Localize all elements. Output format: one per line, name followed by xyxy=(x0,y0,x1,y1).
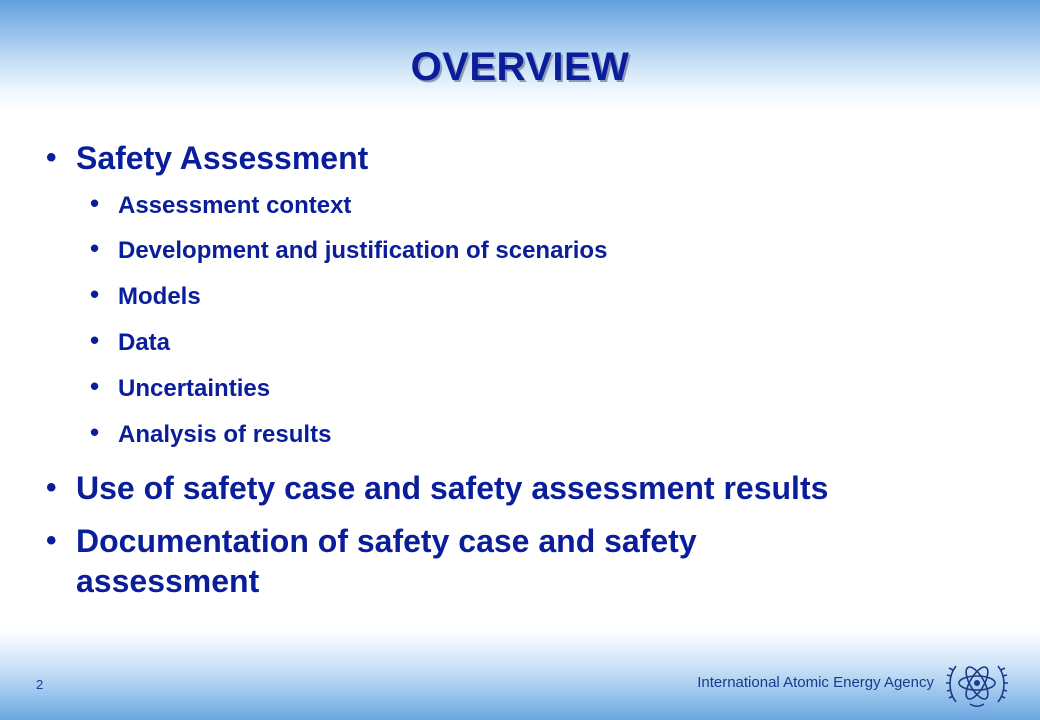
sub-bullet-text: Uncertainties xyxy=(118,375,271,402)
sub-bullet-dot-icon: • xyxy=(90,325,100,355)
sub-bullet-item xyxy=(88,279,968,312)
sub-bullet-text: Data xyxy=(118,329,171,356)
bullet-text: Use of safety case and safety assessment results xyxy=(76,470,829,506)
page-number: 2 xyxy=(36,677,44,692)
sub-bullet-item xyxy=(88,188,968,221)
sub-bullet-text: Development and justification of scenarios xyxy=(118,237,608,264)
sub-bullet-item xyxy=(88,233,968,266)
sub-bullet-dot-icon: • xyxy=(90,279,100,309)
bullet-item xyxy=(44,138,984,178)
bullet-item xyxy=(44,521,844,601)
agency-name: International Atomic Energy Agency xyxy=(697,674,934,691)
sub-bullet-dot-icon: • xyxy=(90,188,100,218)
bullet-text: Safety Assessment xyxy=(76,140,369,176)
sub-bullet-text: Assessment context xyxy=(118,192,352,219)
bullet-dot-icon: • xyxy=(46,471,57,504)
bullet-item xyxy=(44,468,984,508)
sub-bullet-dot-icon: • xyxy=(90,417,100,447)
bullet-text: Documentation of safety case and safety assessment xyxy=(76,523,697,599)
sub-bullet-dot-icon: • xyxy=(90,371,100,401)
sub-bullet-item xyxy=(88,371,968,404)
sub-bullet-item xyxy=(88,417,968,450)
iaea-atom-logo-icon xyxy=(942,654,1012,712)
sub-bullet-dot-icon: • xyxy=(90,233,100,263)
sub-bullet-item xyxy=(88,325,968,358)
sub-bullet-text: Analysis of results xyxy=(118,421,332,448)
bullet-dot-icon: • xyxy=(46,141,57,174)
bullet-dot-icon: • xyxy=(46,524,57,557)
slide-title: OVERVIEW xyxy=(410,45,630,89)
sub-bullet-text: Models xyxy=(118,283,201,310)
